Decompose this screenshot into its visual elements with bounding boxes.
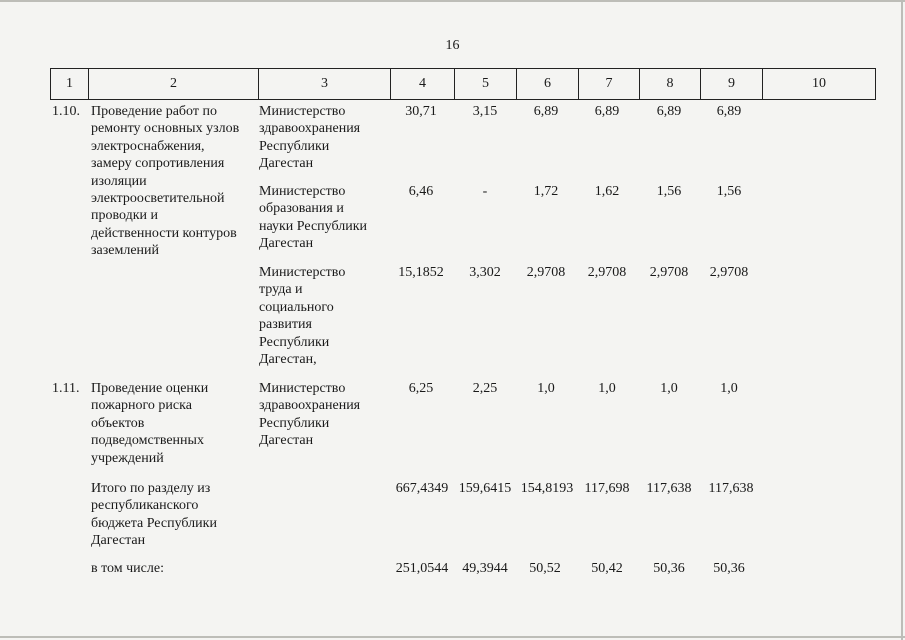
scan-edge-right [901,0,903,640]
executor-line: труда и [259,282,303,298]
including-value: 50,52 [529,561,561,576]
including-value: 50,36 [713,561,745,576]
value-cell: 1,0 [720,381,738,396]
value-cell: 3,15 [472,104,498,119]
row-name-line: электроосветительной [91,191,225,206]
value-cell: 6,89 [656,104,682,119]
executor-line: Министерство [259,381,346,396]
executor-line: социального [259,299,334,315]
header-col-1: 1 [50,69,88,99]
total-value: 154,8193 [520,481,574,496]
row-name-line: объектов [91,415,145,431]
executor-line: Дагестан [259,156,314,172]
total-value: 159,6415 [458,481,512,496]
row-name-line: проводки и [91,208,159,224]
value-cell: 1,56 [656,184,682,199]
total-value: 667,4349 [395,481,449,496]
value-cell: 6,89 [716,104,742,119]
executor-line: науки Республики [259,218,368,234]
value-cell: 2,9708 [526,265,566,280]
table-header-row [50,68,876,100]
row-name-line: ремонту основных узлов [91,121,240,137]
value-cell: 6,25 [408,381,434,396]
row-name-line: Проведение работ по [91,104,217,119]
value-cell: 6,46 [408,184,434,199]
executor-line: здравоохранения [259,121,361,137]
executor-line: Республики [259,334,330,350]
total-value: 117,638 [708,481,754,496]
executor-line: Дагестан [259,433,314,449]
total-label-line: республиканского [91,498,199,514]
total-label-line: бюджета Республики [91,515,217,531]
value-cell: 6,89 [533,104,559,119]
executor-line: здравоохранения [259,398,361,414]
value-cell: 1,0 [660,381,678,396]
value-cell: 1,72 [533,184,559,199]
value-cell: 15,1852 [398,265,444,280]
total-value: 117,638 [646,481,692,496]
executor-line: развития [259,317,312,333]
executor-line: образования и [259,201,344,217]
header-col-5: 5 [454,69,516,99]
value-cell: 2,9708 [709,265,749,280]
header-col-4: 4 [390,69,454,99]
header-col-9: 9 [700,69,762,99]
value-cell: 1,62 [594,184,620,199]
total-label-line: Дагестан [91,533,146,549]
executor-line: Дагестан, [259,352,317,367]
value-cell: 6,89 [594,104,620,119]
row-name-line: пожарного риска [91,398,192,414]
value-cell: 1,0 [537,381,555,396]
total-label-line: Итого по разделу из [91,481,211,496]
value-cell: - [482,184,488,199]
including-label: в том числе: [91,561,164,576]
value-cell: 2,25 [472,381,498,396]
row-name-line: изоляции [91,173,147,189]
value-cell: 30,71 [405,104,437,119]
row-number: 1.11. [52,381,80,396]
header-col-2: 2 [88,69,258,99]
including-value: 50,36 [653,561,685,576]
including-value: 49,3944 [462,561,508,576]
row-name-line: электроснабжения, [91,138,205,154]
executor-line: Республики [259,138,330,154]
row-name-line: заземлений [91,243,160,259]
executor-line: Министерство [259,184,346,199]
value-cell: 1,56 [716,184,742,199]
total-value: 117,698 [584,481,630,496]
header-col-8: 8 [639,69,700,99]
header-col-7: 7 [578,69,639,99]
executor-line: Республики [259,415,330,431]
scan-edge-top [0,0,905,2]
row-name-line: подведомственных [91,433,204,449]
value-cell: 1,0 [598,381,616,396]
row-name-line: Проведение оценки [91,381,209,396]
header-col-6: 6 [516,69,578,99]
executor-line: Министерство [259,265,346,280]
including-value: 251,0544 [395,561,449,576]
row-name-line: учреждений [91,450,164,466]
including-value: 50,42 [591,561,623,576]
row-name-line: действенности контуров [91,225,237,241]
header-col-3: 3 [258,69,390,99]
header-col-10: 10 [762,69,876,99]
value-cell: 2,9708 [587,265,627,280]
executor-line: Министерство [259,104,346,119]
row-name-line: замеру сопротивления [91,156,225,172]
page-number: 16 [445,38,460,53]
scan-edge-bottom [0,636,905,638]
executor-line: Дагестан [259,236,314,252]
value-cell: 3,302 [469,265,501,280]
row-number: 1.10. [52,104,80,119]
value-cell: 2,9708 [649,265,689,280]
